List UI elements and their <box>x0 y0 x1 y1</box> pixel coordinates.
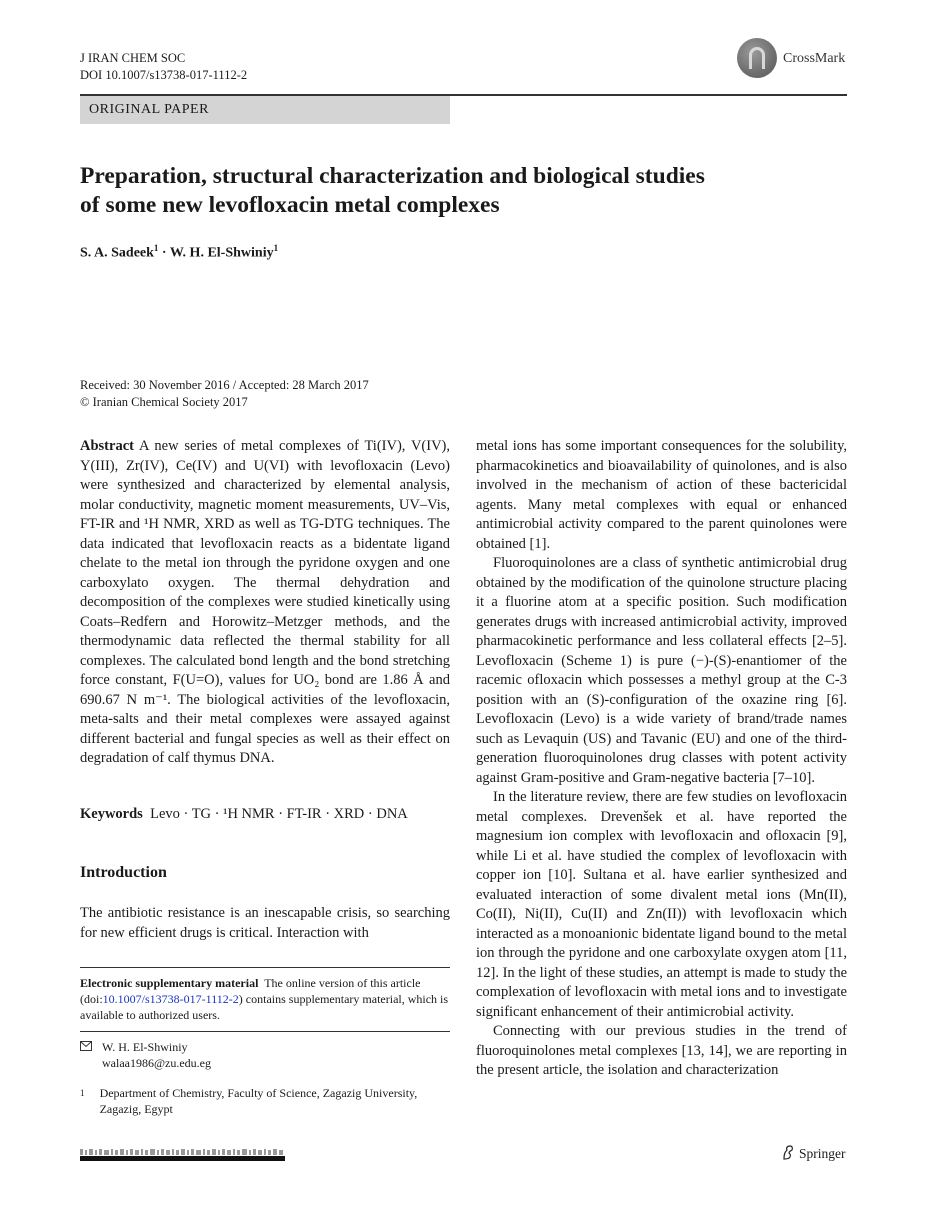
doi: DOI 10.1007/s13738-017-1112-2 <box>80 68 248 82</box>
author-separator: · <box>158 245 170 261</box>
springer-horse-icon <box>781 1145 795 1160</box>
corresponding-author <box>80 1039 450 1071</box>
paper-title <box>80 162 780 220</box>
footer-barcode <box>80 1147 285 1161</box>
footnote-rule-2 <box>80 1031 450 1032</box>
keywords <box>80 806 450 823</box>
author-2-affil: 1 <box>273 243 279 253</box>
keywords-label: Keywords <box>80 806 143 822</box>
title-line-2: of some new levofloxacin metal complexes <box>80 192 500 218</box>
abstract <box>80 437 450 769</box>
right-column <box>476 437 847 1081</box>
footnote-rule <box>80 967 450 968</box>
author-1-affil: 1 <box>153 243 159 253</box>
paragraph-3: In the literature review, there are few studies on levofloxacin metal complexes. Drevenšek et al. have reported the magnesium ion complex with levofloxacin and ofloxacin [9], while Li et al. have studied the complex of levofloxacin with copper ion [10]. Sultana et al. have earlier synthesized and evaluated interaction of some divalent metal ions (Mn(II), Co(II), Ni(II), Cu(II) and Zn(II)) with levofloxacin which interacted as a monoanionic bidentate ligand bound to the metal ion through the pyridone and one carboxylate oxygen atom [11, 12]. In the light of these studies, an attempt is made to study the complexation of levofloxacin with metal ions and to investigate significant enhancement of their antimicrobial activity. <box>476 789 847 1020</box>
keywords-text: Levo · TG · ¹H NMR · FT-IR · XRD · DNA <box>150 806 408 822</box>
paragraph-2: Fluoroquinolones are a class of synthetic antimicrobial drug obtained by the modification of the quinolone structure placing it a fluorine atom at a specific position. Such modification generates drugs with increased antimicrobial activity, improved pharmacokinetic performance and less collateral effects [2–5]. Levofloxacin (Scheme 1) is pure (−)-(S)-enantiomer of the racemic ofloxacin which possesses a methyl group at the C-3 position with an (S)-configuration of the oxazine ring [6]. Levofloxacin (Levo) is a wide variety of brand/trade names such as Levaquin (US) and Tavanic (EU) and one of the third-generation fluoroquinolones drug classes with potent activity against Gram-positive and Gram-negative bacteria [7–10]. <box>476 555 847 786</box>
esm-label: Electronic supplementary material <box>80 976 259 990</box>
intro-text: The antibiotic resistance is an inescapable crisis, so searching for new efficient drugs is critical. Interaction with <box>80 905 450 941</box>
envelope-icon <box>80 1039 102 1071</box>
paragraph-4: Connecting with our previous studies in the trend of fluoroquinolones metal complexes [13, 14], we are reporting in the present article, the isolation and characterization <box>476 1023 847 1078</box>
intro-paragraph <box>80 904 450 943</box>
publisher-name: Springer <box>799 1146 846 1161</box>
publisher-logo <box>781 1145 846 1162</box>
journal-header <box>80 50 247 84</box>
paragraph-1: metal ions has some important consequences for the solubility, pharmacokinetics and bioavailability of quinolones, and is also involved in the mechanism of action of these bactericidal agents. Many metal complexes with equal or enhanced antimicrobial activity compared to the parent quinolones were obtained [1]. <box>476 438 847 552</box>
copyright: © Iranian Chemical Society 2017 <box>80 395 248 409</box>
corr-name: W. H. El-Shwiniy <box>102 1040 188 1054</box>
journal-name: J IRAN CHEM SOC <box>80 51 186 65</box>
affiliation-text: Department of Chemistry, Faculty of Science, Zagazig University, Zagazig, Egypt <box>99 1086 418 1116</box>
crossmark-label: CrossMark <box>783 51 846 66</box>
abstract-label: Abstract <box>80 438 134 454</box>
title-line-1: Preparation, structural characterization and biological studies <box>80 163 705 189</box>
section-heading-introduction: Introduction <box>80 864 167 881</box>
author-2[interactable]: W. H. El-Shwiniy <box>169 245 274 261</box>
esm-text-end: ) contains supplementary material, which is available to authorized users. <box>80 992 449 1022</box>
crossmark-icon <box>737 38 777 78</box>
article-dates <box>80 377 369 411</box>
corr-email[interactable]: walaa1986@zu.edu.eg <box>102 1056 212 1070</box>
received-accepted: Received: 30 November 2016 / Accepted: 28 March 2017 <box>80 378 369 392</box>
author-1[interactable]: S. A. Sadeek <box>80 245 154 261</box>
author-list <box>80 243 278 262</box>
esm-text: The online version of this article (doi: <box>80 976 421 1006</box>
affiliation <box>80 1085 450 1117</box>
abstract-text: A new series of metal complexes of Ti(IV), V(IV), Y(III), Zr(IV), Ce(IV) and U(VI) with levofloxacin (Levo) were synthesized and characterized by elemental analysis, molar conductivity, magnetic moment measurements, UV–Vis, FT-IR and ¹H NMR, XRD as well as TG-DTG techniques. The data indicated that levofloxacin reacts as a bidentate ligand chelate to the metal ion through the pyridone oxygen and one carboxylato oxygen. The thermal dehydration and decomposition of the complexes were studied kinetically using Coats–Redfern and Horowitz–Metzger methods, and the thermodynamic data reflected the thermal stability for all complexes. The calculated bond length and the bond stretching force constant, F(U=O), values for UO₂ bond are 1.86 Å and 690.67 N m⁻¹. The biological activities of the levofloxacin, meta-salts and their metal complexes were assayed against different bacterial and fungal species as well as their effect on degradation of calf thymus DNA. <box>80 438 451 766</box>
affiliation-number: 1 <box>80 1088 85 1098</box>
article-category: ORIGINAL PAPER <box>80 96 450 124</box>
crossmark-badge[interactable] <box>737 38 852 82</box>
esm-doi-link[interactable]: 10.1007/s13738-017-1112-2 <box>102 992 239 1006</box>
supplementary-note <box>80 975 450 1023</box>
